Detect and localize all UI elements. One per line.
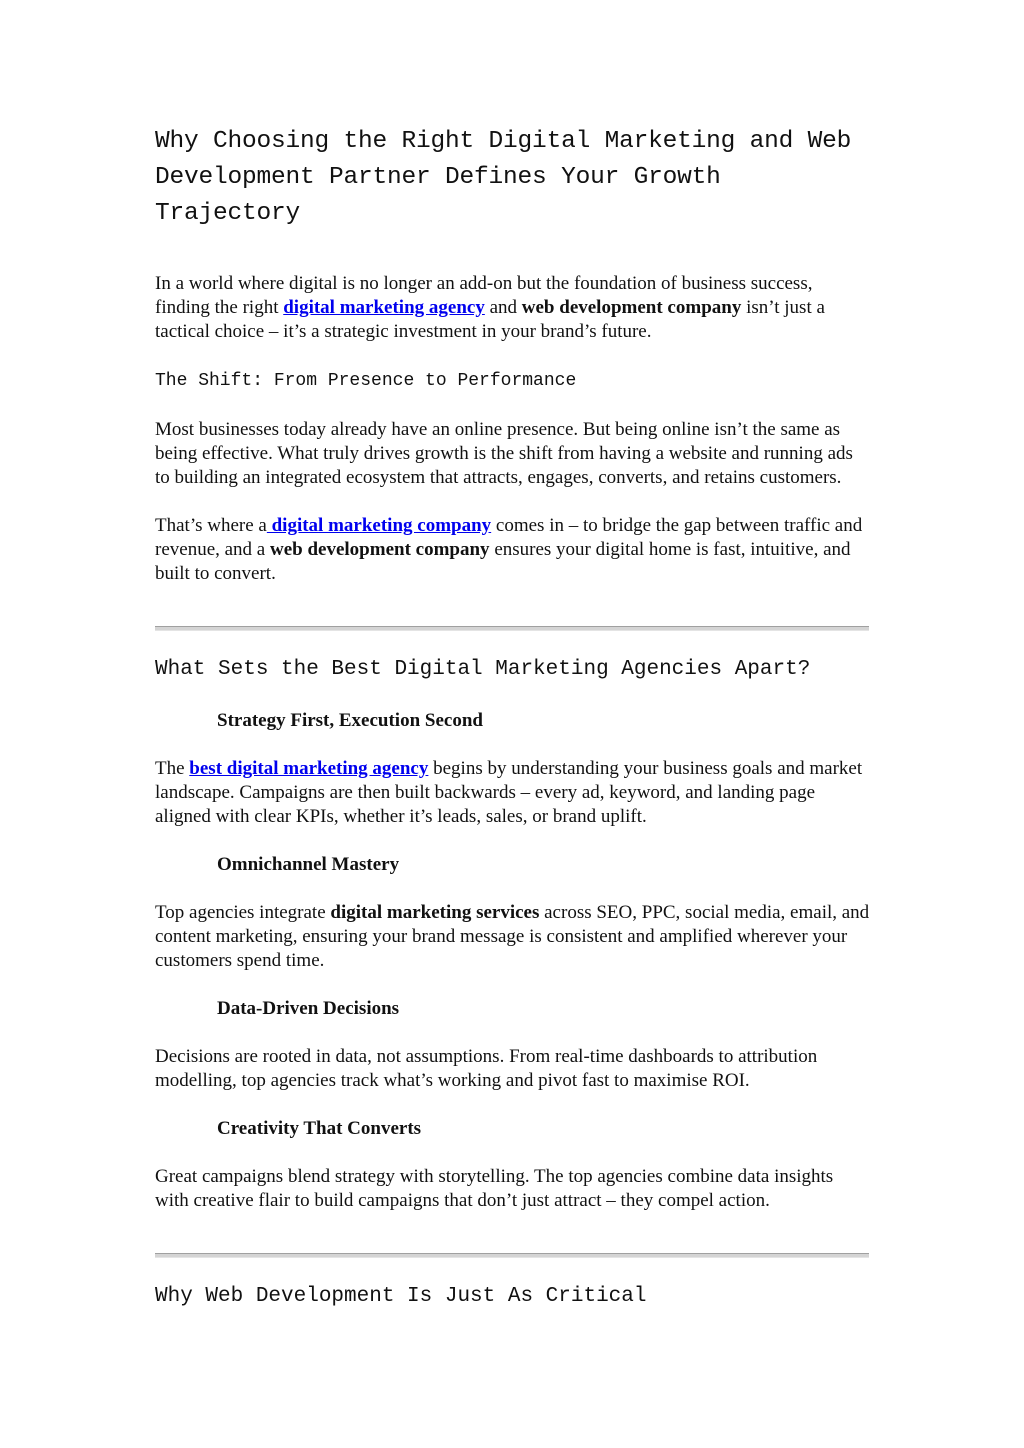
strategy-subheading: Strategy First, Execution Second [217,710,483,731]
web-development-company-bold-2: web development company [270,539,490,560]
intro-paragraph: In a world where digital is no longer an add-on but the foundation of business success, finding the right digital marketing agency and web development company isn’t just a tactical choice – it’s a strategic investment in your brand’s future. [155,273,825,342]
shift-heading: The Shift: From Presence to Performance [155,371,577,391]
omnichannel-subheading: Omnichannel Mastery [217,854,400,875]
shift-paragraph-1: Most businesses today already have an online presence. But being online isn’t the same as being effective. What truly drives growth is the shift from having a website and running ads to building an integrated ecosystem that attracts, engages, converts, and retains customers. [155,419,853,488]
digital-marketing-services-bold: digital marketing services [330,902,540,923]
article [155,124,871,1311]
data-driven-paragraph: Decisions are rooted in data, not assumptions. From real-time dashboards to attribution modelling, top agencies track what’s working and pivot fast to maximise ROI. [155,1046,818,1091]
omnichannel-paragraph: Top agencies integrate digital marketing services across SEO, PPC, social media, email, and content marketing, ensuring your brand message is consistent and amplified wherever your customers spend time. [155,902,870,971]
web-development-company-bold: web development company [521,297,742,318]
strategy-paragraph: The best digital marketing agency begins by understanding your business goals and market landscape. Campaigns are then built backwards – every ad, keyword, and landing page aligned with clear KPIs, whether it’s leads, sales, or brand uplift. [155,758,863,827]
creativity-paragraph: Great campaigns blend strategy with storytelling. The top agencies combine data insights with creative flair to build campaigns that don’t just attract – they compel action. [155,1166,834,1211]
web-development-heading: Why Web Development Is Just As Critical [155,1285,647,1308]
best-digital-marketing-agency-link[interactable]: best digital marketing agency [189,758,429,779]
divider-1 [155,626,869,631]
shift-paragraph-2: That’s where a digital marketing company comes in – to bridge the gap between traffic and revenue, and a web development company ensures your digital home is fast, intuitive, and built to convert. [155,515,863,584]
digital-marketing-agency-link[interactable]: digital marketing agency [283,297,485,318]
creativity-subheading: Creativity That Converts [217,1118,422,1139]
data-driven-subheading: Data-Driven Decisions [217,998,400,1019]
divider-2 [155,1253,869,1258]
digital-marketing-company-link[interactable]: digital marketing company [266,515,492,536]
best-agencies-heading: What Sets the Best Digital Marketing Agencies Apart? [155,658,811,681]
article-title: Why Choosing the Right Digital Marketing and Web Development Partner Defines Your Growth Trajectory [155,128,852,227]
